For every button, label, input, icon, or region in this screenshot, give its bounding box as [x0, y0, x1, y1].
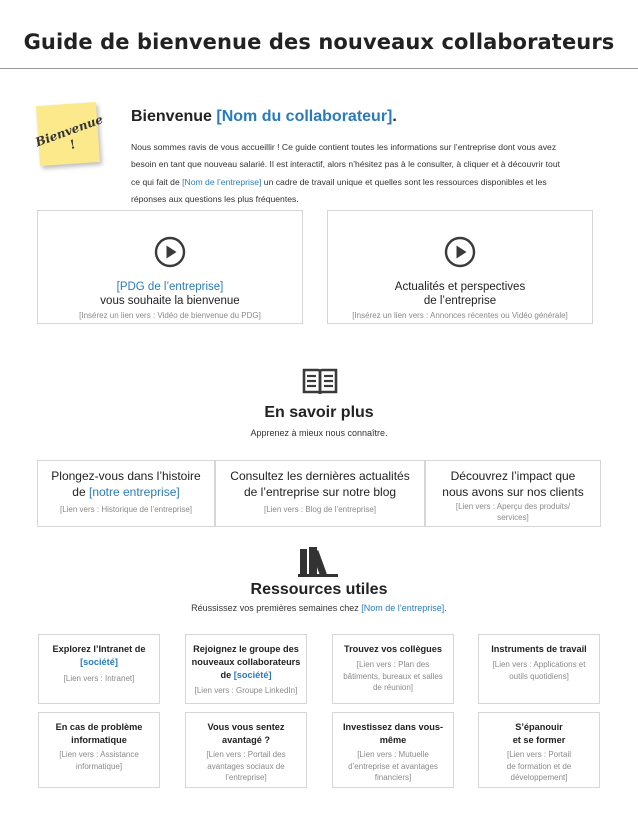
title-divider [0, 68, 638, 69]
learn-more-subtitle: Apprenez à mieux nous connaître. [250, 428, 388, 438]
resource-card-benefits[interactable] [185, 712, 307, 788]
open-book-icon [302, 366, 338, 396]
company-name-placeholder[interactable]: [Nom de l’entreprise] [361, 603, 445, 613]
resource-card-invest[interactable] [332, 712, 454, 788]
video-link-placeholder[interactable]: [Insérez un lien vers : Vidéo de bienvenue du PDG] [79, 311, 261, 320]
card-link[interactable]: [Lien vers : Plan des bâtiments, bureaux et salles de réunion] [343, 660, 443, 693]
learn-more-heading: En savoir plus [264, 404, 374, 421]
video-title-line1: [PDG de l’entreprise] [116, 281, 224, 293]
card-title: Plongez-vous dans l’histoire de [notre entreprise] [51, 469, 201, 499]
card-link[interactable]: [Lien vers : Intranet] [63, 674, 135, 683]
welcome-suffix: . [392, 108, 397, 125]
card-title: Découvrez l’impact que nous avons sur nos clients [442, 469, 584, 499]
card-link[interactable]: [Lien vers : Groupe LinkedIn] [194, 686, 298, 695]
video-title-line2: vous souhaite la bienvenue [100, 295, 240, 307]
card-link[interactable]: [Lien vers : Historique de l’entreprise] [59, 505, 193, 514]
play-icon[interactable] [444, 236, 476, 268]
card-title: Instruments de travail [491, 644, 587, 654]
company-placeholder[interactable]: [notre entreprise] [88, 485, 180, 499]
resource-card-tools[interactable] [478, 634, 600, 704]
card-title: Investissez dans vous- même [342, 722, 444, 745]
card-link[interactable]: [Lien vers : Portail des avantages sociaux de l’entreprise] [206, 750, 286, 783]
company-name-placeholder[interactable]: [Nom de l’entreprise] [182, 176, 262, 187]
welcome-paragraph [131, 139, 571, 208]
card-link[interactable]: [Lien vers : Blog de l’entreprise] [263, 505, 377, 514]
resource-card-colleagues[interactable] [332, 634, 454, 704]
learn-card-history[interactable] [37, 460, 215, 527]
card-link[interactable]: [Lien vers : Mutuelle d’entreprise et avantages financiers] [348, 750, 438, 783]
card-link[interactable]: [Lien vers : Portail de formation et de développement] [506, 750, 572, 783]
video-card-ceo-welcome[interactable] [37, 210, 303, 324]
resource-card-intranet[interactable] [38, 634, 160, 704]
resource-card-it-support[interactable] [38, 712, 160, 788]
welcome-prefix: Bienvenue [131, 108, 217, 125]
card-title: S’épanouir et se former [512, 722, 566, 745]
card-link[interactable]: [Lien vers : Applications et outils quotidiens] [492, 660, 586, 681]
play-icon[interactable] [154, 236, 186, 268]
card-title: Vous vous sentez avantagé ? [207, 722, 285, 745]
resource-card-newcomers-group[interactable] [185, 634, 307, 704]
page-title: Guide de bienvenue des nouveaux collaborateurs [23, 30, 615, 54]
card-title: Rejoignez le groupe des nouveaux collaborateurs de [société] [191, 644, 301, 680]
card-title: Consultez les dernières actualités de l’entreprise sur notre blog [230, 469, 410, 499]
learn-card-impact[interactable] [425, 460, 601, 527]
video-title-line2: de l’entreprise [423, 295, 497, 307]
welcome-body-part1: Nous sommes ravis de vous accueillir ! Ce guide contient toutes les informations sur l’entreprise dont vous avez besoin en tant que nouveau salarié. Il est interactif, alors n’hésitez pas à le consulter, à cliquer et à découvrir tout ce qui fait de [131, 142, 560, 187]
employee-name-placeholder[interactable]: [Nom du collaborateur] [216, 108, 393, 125]
books-icon [298, 545, 338, 577]
video-card-company-news[interactable] [327, 210, 593, 324]
welcome-body-part2: un cadre de travail unique et quelles sont les ressources disponibles et les réponses aux questions les plus fréquentes. [131, 176, 547, 204]
video-link-placeholder[interactable]: [Insérez un lien vers : Annonces récentes ou Vidéo générale] [352, 311, 568, 320]
learn-card-blog[interactable] [215, 460, 425, 527]
welcome-heading [131, 108, 397, 126]
resource-card-training[interactable] [478, 712, 600, 788]
resources-heading: Ressources utiles [250, 581, 388, 598]
card-title: Trouvez vos collègues [343, 644, 443, 654]
sticky-note [33, 102, 105, 166]
card-title: Explorez l’Intranet de [société] [52, 644, 146, 667]
sticky-note-text: Bienvenue ! [33, 112, 105, 152]
card-title: En cas de problème informatique [55, 722, 143, 745]
card-link[interactable]: [Lien vers : Assistance informatique] [59, 750, 139, 771]
card-link[interactable]: [Lien vers : Aperçu des produits/ services] [455, 502, 571, 522]
resources-subtitle: Réussissez vos premières semaines chez [Nom de l’entreprise]. [191, 603, 447, 613]
video-title-line1: Actualités et perspectives [394, 281, 526, 293]
